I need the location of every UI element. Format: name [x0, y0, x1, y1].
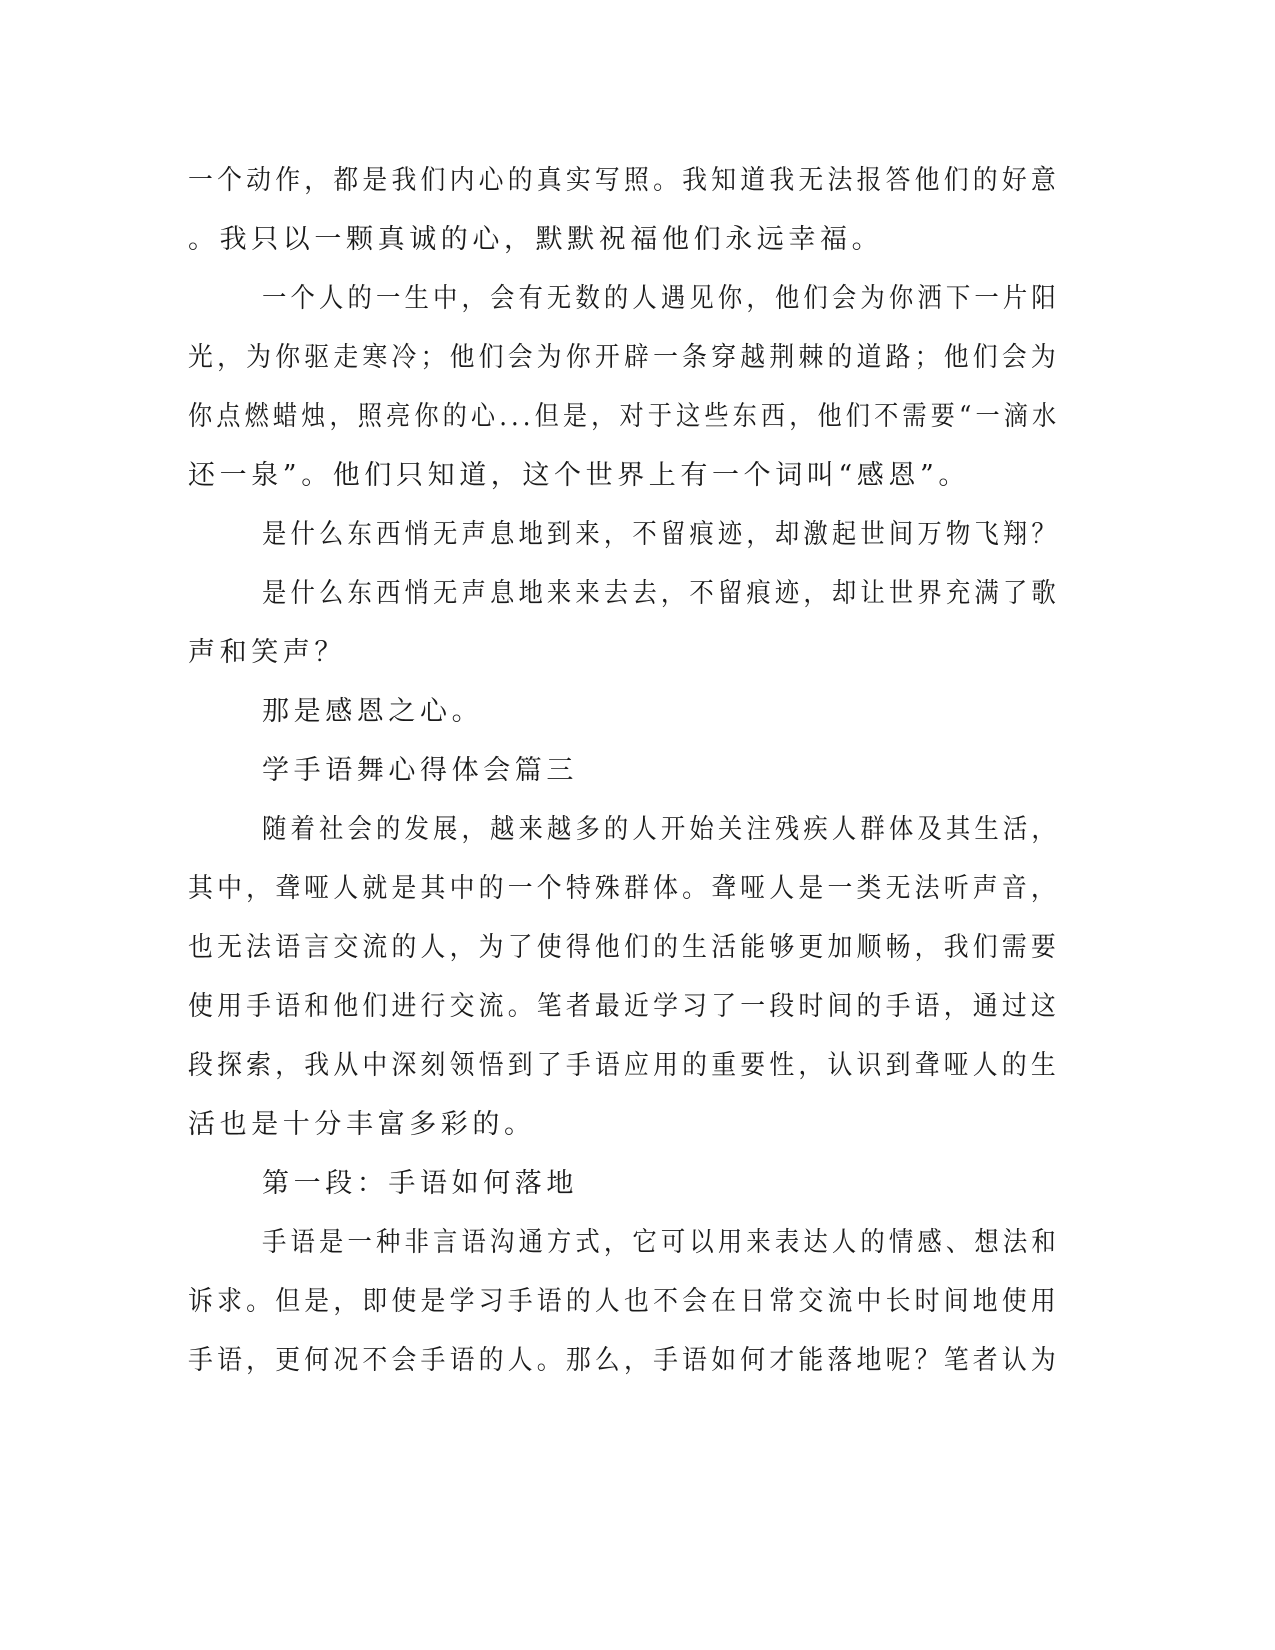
text-line: 诉求。但是，即使是学习手语的人也不会在日常交流中长时间地使用 [188, 1286, 1060, 1317]
text-line: 活也是十分丰富多彩的。 [188, 1109, 536, 1140]
paragraph-start-line: 手语是一种非言语沟通方式，它可以用来表达人的情感、想法和 [262, 1227, 1060, 1258]
text-line: 你点燃蜡烛，照亮你的心...但是，对于这些东西，他们不需要“一滴水 [188, 401, 1061, 432]
text-line: 声和笑声？ [188, 637, 346, 668]
paragraph-start-line: 一个人的一生中，会有无数的人遇见你，他们会为你洒下一片阳 [262, 283, 1060, 314]
text-line: 手语，更何况不会手语的人。那么，手语如何才能落地呢？笔者认为 [188, 1345, 1060, 1376]
text-line: 。我只以一颗真诚的心，默默祝福他们永远幸福。 [188, 224, 884, 255]
text-line: 其中，聋哑人就是其中的一个特殊群体。聋哑人是一类无法听声音， [188, 873, 1060, 904]
text-line: 段探索，我从中深刻领悟到了手语应用的重要性，认识到聋哑人的生 [188, 1050, 1060, 1081]
paragraph-start-line: 是什么东西悄无声息地到来，不留痕迹，却激起世间万物飞翔？ [262, 519, 1060, 550]
text-line: 还一泉”。他们只知道，这个世界上有一个词叫“感恩”。 [188, 460, 971, 491]
text-line: 也无法语言交流的人，为了使得他们的生活能够更加顺畅，我们需要 [188, 932, 1060, 963]
subsection-heading: 第一段：手语如何落地 [262, 1168, 578, 1199]
text-line: 一个动作，都是我们内心的真实写照。我知道我无法报答他们的好意 [188, 165, 1060, 196]
paragraph-start-line: 随着社会的发展，越来越多的人开始关注残疾人群体及其生活， [262, 814, 1060, 845]
paragraph-start-line: 是什么东西悄无声息地来来去去，不留痕迹，却让世界充满了歌 [262, 578, 1060, 609]
section-title: 学手语舞心得体会篇三 [262, 755, 578, 786]
text-line: 光，为你驱走寒冷；他们会为你开辟一条穿越荆棘的道路；他们会为 [188, 342, 1060, 373]
text-line: 使用手语和他们进行交流。笔者最近学习了一段时间的手语，通过这 [188, 991, 1060, 1022]
paragraph-start-line: 那是感恩之心。 [262, 696, 484, 727]
